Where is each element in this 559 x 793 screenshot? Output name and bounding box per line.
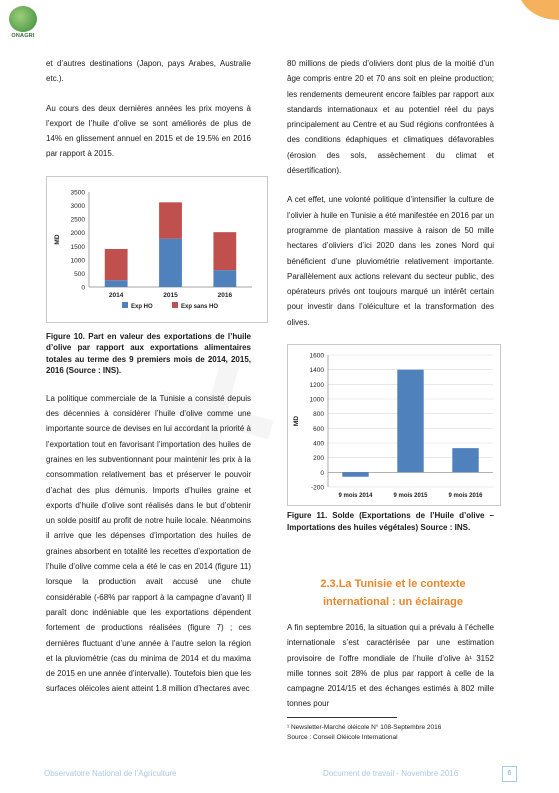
- x-tick-label: 2015: [163, 291, 178, 299]
- x-tick-label: 9 mois 2016: [448, 493, 483, 500]
- y-tick-label: 600: [313, 425, 324, 433]
- right-column: [287, 56, 494, 547]
- bar: [397, 370, 423, 473]
- bar-chart: [288, 345, 500, 505]
- bar: [452, 448, 478, 472]
- x-tick-label: 2016: [217, 291, 233, 299]
- bar-segment: [159, 238, 182, 286]
- y-tick-label: 3500: [70, 189, 85, 197]
- stacked-bar-chart: [47, 177, 267, 322]
- bar: [342, 472, 368, 476]
- x-tick-label: 9 mois 2015: [393, 493, 428, 500]
- y-tick-label: 400: [313, 440, 324, 448]
- globe-icon: [9, 6, 37, 32]
- y-tick-label: 1000: [70, 257, 85, 265]
- page-number: 6: [502, 766, 517, 782]
- legend-swatch: [122, 302, 128, 308]
- footer-left: Observatoire National de l’Agriculture: [44, 769, 177, 778]
- footnote-divider: [287, 717, 397, 718]
- legend-label: Exp sans HO: [181, 303, 219, 310]
- y-tick-label: 3000: [70, 202, 85, 210]
- paragraph: La politique commerciale de la Tunisie a consisté depuis des décennies à considérer l’huile d’olive comme une importante source de devises en lui accordant la priorité à l’exportation tout en favorisant l’importation des huiles de graines en les subventionnant pour maintenir les prix à la consommation relativement bas et préserver le pouvoir d’achat des plus démunis. Imports d’huiles graine et exports d’huile d’olive sont réalisés dans le but d’obtenir un solde positif au profit de notre huile locale. Néanmoins il arrive que les dépenses d’importation des huiles de graines absorbent en totalité les recettes d’exportation de l’huile d’olive comme cela a été le cas en 2014 (figure 11) lorsque la production avait accusé une chute considérable (-68% par rapport à la campagne d’avant) Il paraît donc indéniable que les exportations dépendent fortement de productions réalisées (figure 7) ; ces dernières fluctuant d’une année à l’autre selon la région et la pluviométrie (cas du minima de 2014 et du maxima de 2015 en une année d’intervalle). Toutefois bien que les surfaces oléicoles aient atteint 1.8 million d’hectares avec: [46, 393, 251, 694]
- y-tick-label: 500: [74, 270, 85, 278]
- x-tick-label: 2014: [108, 291, 124, 299]
- y-tick-label: 1400: [309, 367, 324, 375]
- onagri-logo: [8, 6, 38, 44]
- y-axis-label: MD: [54, 234, 61, 245]
- figure-10-chart: [46, 176, 268, 323]
- footnote-source: Source : Conseil Oléicole International: [287, 734, 398, 741]
- y-tick-label: 1500: [70, 243, 85, 251]
- y-tick-label: 1200: [309, 381, 324, 389]
- y-tick-label: 800: [313, 411, 324, 419]
- y-tick-label: 1600: [309, 352, 324, 360]
- corner-decoration: [519, 0, 559, 20]
- bar-segment: [105, 280, 128, 287]
- footnote: [287, 723, 497, 743]
- x-tick-label: 9 mois 2014: [338, 493, 373, 500]
- y-axis-label: MD: [293, 415, 300, 427]
- bar-segment: [213, 232, 236, 270]
- y-tick-label: 2500: [70, 216, 85, 224]
- figure-11-caption: Figure 11. Solde (Exportations de l’Huile d’olive – Importations des huiles végétales) Source : INS.: [287, 511, 494, 532]
- y-tick-label: 0: [320, 469, 324, 477]
- paragraph: 80 millions de pieds d’oliviers dont plus de la moitié d’un âge compris entre 20 et 70 ans soit en pleine production; les rendements demeurent encore faibles par rapport aux standards internationaux et au potentiel réel du pays principalement au Centre et au Sud régions confrontées à des conditions édaphiques et climatiques défavorables (érosion des sols, assèchement du climat et désertification).: [287, 59, 494, 176]
- right-column-lower: [287, 620, 494, 726]
- y-tick-label: 200: [313, 455, 324, 463]
- footer-right: Document de travail - Novembre 2016: [323, 769, 459, 778]
- left-column: [46, 56, 251, 711]
- y-tick-label: -200: [310, 484, 324, 492]
- bar-segment: [159, 202, 182, 238]
- bar-segment: [105, 249, 128, 280]
- y-tick-label: 0: [81, 284, 85, 292]
- section-heading: 2.3.La Tunisie et le contexte international : un éclairage: [320, 578, 466, 608]
- paragraph: A cet effet, une volonté politique d’intensifier la culture de l’olivier à huile en Tunisie a été manifestée en 2016 par un programme de plantation massive à raison de 50 mille hectares d’oliviers d’ici 2020 dans les zones Nord qui bénéficient d’une pluviométrie relativement importante. Parallèlement aux actions relevant du secteur public, des opérateurs privés ont toujours marqué un intérêt certain pour investir dans l’oléiculture et la transformation des olives.: [287, 195, 494, 327]
- figure-10-caption: Figure 10. Part en valeur des exportations de l’huile d’olive par rapport aux exportations alimentaires totales au terme des 9 premiers mois de 2014, 2015, 2016 (Source : INS).: [46, 331, 251, 376]
- logo-text: ONAGRI: [11, 33, 35, 39]
- footnote-text: ¹ Newsletter-Marché oléicole N° 108-Septembre 2016: [287, 724, 442, 731]
- legend-label: Exp HO: [131, 303, 153, 310]
- y-tick-label: 1000: [309, 396, 324, 404]
- bar-segment: [213, 270, 236, 287]
- paragraph: Au cours des deux dernières années les prix moyens à l’export de l’huile d’olive se sont améliorés de plus de 14% en glissement annuel en 2015 et de 19.5% en 2016 par rapport à 2015.: [46, 103, 251, 159]
- y-tick-label: 2000: [70, 229, 85, 237]
- paragraph: A fin septembre 2016, la situation qui a prévalu à l’échelle internationale s’est caractérisée par une estimation provisoire de l’offre mondiale de l’huile d’olive à¹ 3152 mille tonnes soit 28% de plus par rapport à celle de la campagne 2014/15 et des échanges estimés à 802 mille tonnes pour: [287, 623, 494, 709]
- paragraph: et d’autres destinations (Japon, pays Arabes, Australie etc.).: [46, 59, 251, 84]
- figure-11-chart: [287, 344, 501, 506]
- legend-swatch: [172, 302, 178, 308]
